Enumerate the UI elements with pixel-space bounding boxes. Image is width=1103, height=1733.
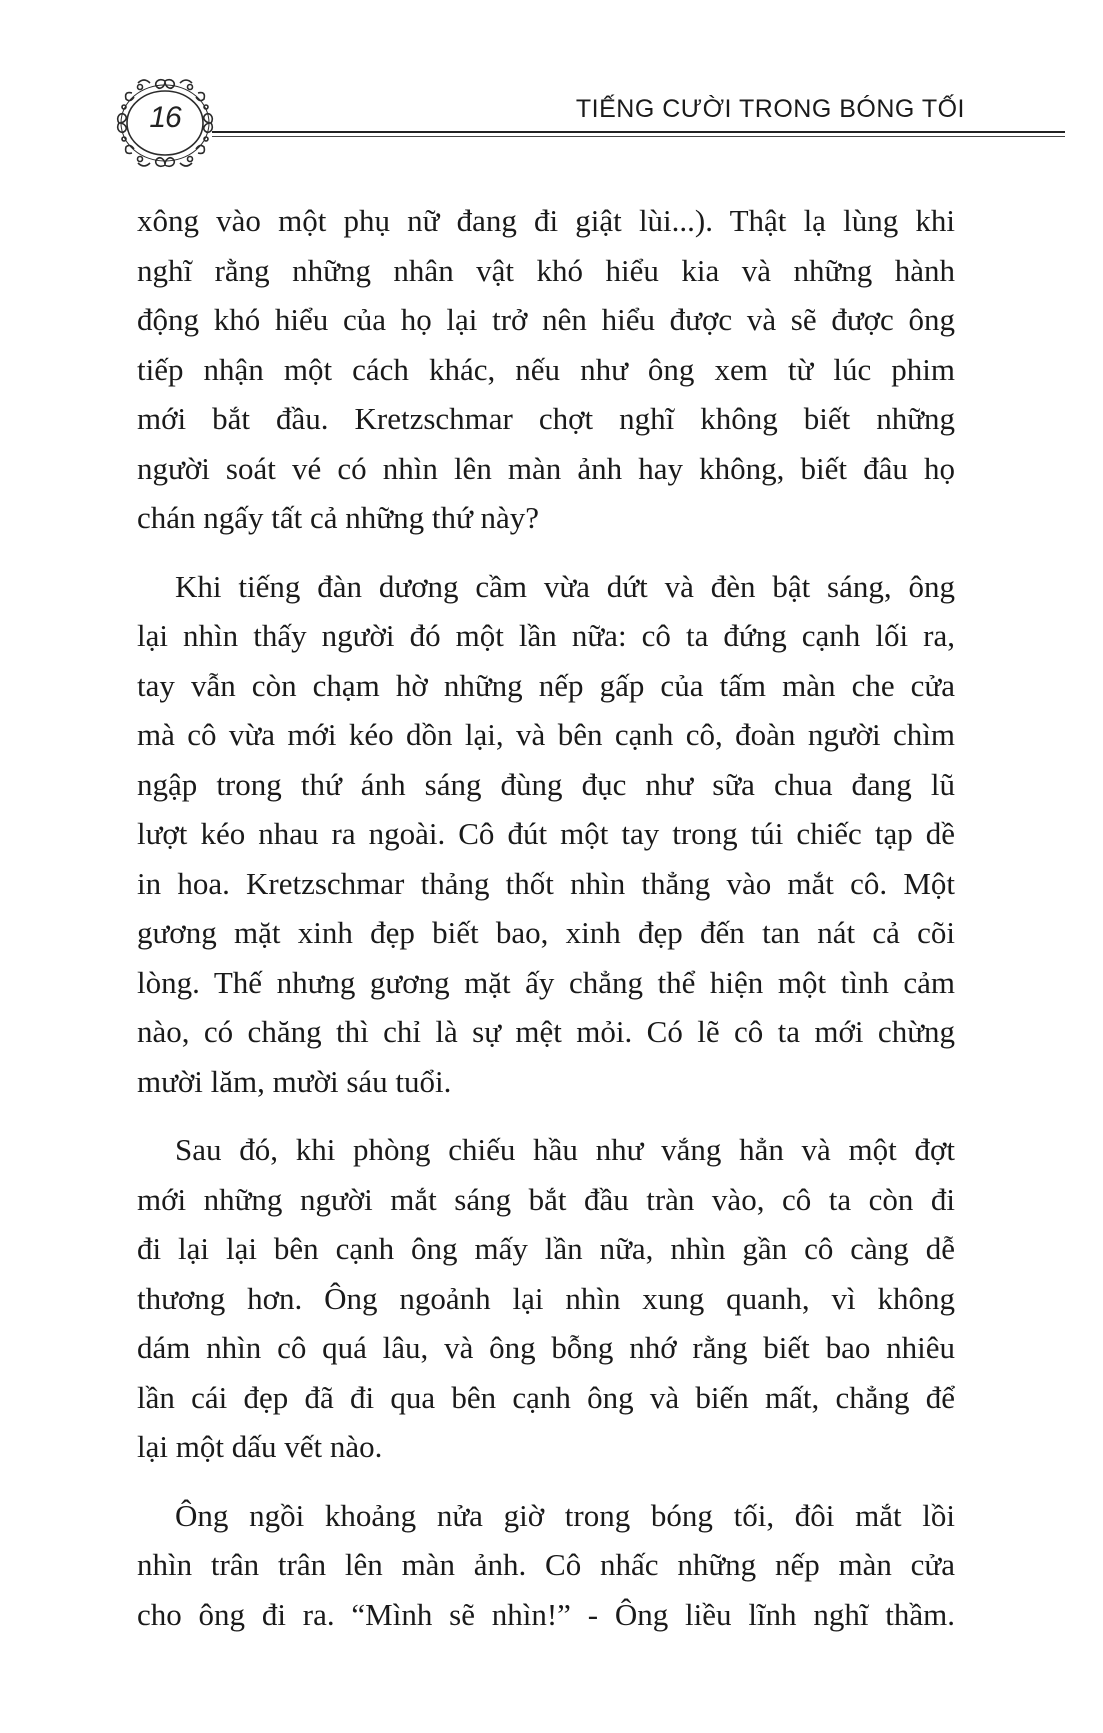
page-number: 16 bbox=[149, 101, 181, 134]
text-line: mười lăm, mười sáu tuổi. bbox=[137, 1063, 452, 1099]
running-title: TIẾNG CƯỜI TRONG BÓNG TỐI bbox=[575, 95, 965, 123]
text-line: Sau đó, khi phòng chiếu hầu như vắng hẳn và một đợt bbox=[175, 1132, 955, 1167]
text-line: động khó hiểu của họ lại trở nên hiểu được và sẽ được ông bbox=[137, 302, 955, 337]
page-header bbox=[110, 65, 965, 185]
text-line: in hoa. Kretzschmar thảng thốt nhìn thẳng vào mắt cô. Một bbox=[137, 865, 955, 901]
text-line: lượt kéo nhau ra ngoài. Cô đút một tay trong túi chiếc tạp dề bbox=[137, 816, 955, 851]
text-line: lại một dấu vết nào. bbox=[137, 1429, 383, 1464]
text-line: gương mặt xinh đẹp biết bao, xinh đẹp đến tan nát cả cõi bbox=[137, 915, 955, 950]
text-line: dám nhìn cô quá lâu, và ông bỗng nhớ rằng biết bao nhiêu bbox=[137, 1330, 955, 1365]
paragraph-3 bbox=[137, 1125, 955, 1472]
text-line: tay vẫn còn chạm hờ những nếp gấp của tấm màn che cửa bbox=[137, 667, 955, 703]
text-line: lần cái đẹp đã đi qua bên cạnh ông và biến mất, chẳng để bbox=[137, 1379, 955, 1415]
text-line: cho ông đi ra. “Mình sẽ nhìn!” - Ông liều lĩnh nghĩ thầm. bbox=[137, 1596, 955, 1632]
text-line: đi lại lại bên cạnh ông mấy lần nữa, nhìn gần cô càng dễ bbox=[137, 1231, 955, 1266]
text-line: mà cô vừa mới kéo dồn lại, và bên cạnh cô, đoàn người chìm bbox=[137, 717, 955, 752]
text-line: thương hơn. Ông ngoảnh lại nhìn xung quanh, vì không bbox=[137, 1280, 955, 1316]
paragraph-1 bbox=[137, 196, 955, 543]
text-line: Khi tiếng đàn dương cầm vừa dứt và đèn bật sáng, ông bbox=[175, 568, 955, 604]
text-line: nghĩ rằng những nhân vật khó hiểu kia và những hành bbox=[137, 252, 955, 288]
paragraph-4 bbox=[137, 1491, 955, 1640]
body-text bbox=[137, 196, 955, 1658]
text-line: Ông ngồi khoảng nửa giờ trong bóng tối, đôi mắt lồi bbox=[175, 1497, 955, 1533]
paragraph-2 bbox=[137, 562, 955, 1107]
text-line: ngập trong thứ ánh sáng đùng đục như sữa chua đang lũ bbox=[137, 766, 955, 802]
text-line: lại nhìn thấy người đó một lần nữa: cô ta đứng cạnh lối ra, bbox=[137, 618, 955, 653]
text-line: mới bắt đầu. Kretzschmar chợt nghĩ không biết những bbox=[137, 401, 955, 436]
text-line: người soát vé có nhìn lên màn ảnh hay không, biết đâu họ bbox=[137, 450, 955, 486]
text-line: lòng. Thế nhưng gương mặt ấy chẳng thể hiện một tình cảm bbox=[137, 964, 955, 1000]
header-rule-thin bbox=[212, 136, 1065, 137]
text-line: mới những người mắt sáng bắt đầu tràn vào, cô ta còn đi bbox=[137, 1181, 955, 1217]
text-line: chán ngấy tất cả những thứ này? bbox=[137, 500, 540, 535]
text-line: tiếp nhận một cách khác, nếu như ông xem từ lúc phim bbox=[137, 351, 955, 387]
text-line: xông vào một phụ nữ đang đi giật lùi...). Thật lạ lùng khi bbox=[137, 203, 955, 238]
text-line: nào, có chăng thì chỉ là sự mệt mỏi. Có lẽ cô ta mới chừng bbox=[137, 1014, 955, 1049]
text-line: nhìn trân trân lên màn ảnh. Cô nhấc những nếp màn cửa bbox=[137, 1547, 955, 1582]
header-rule bbox=[212, 131, 1065, 133]
